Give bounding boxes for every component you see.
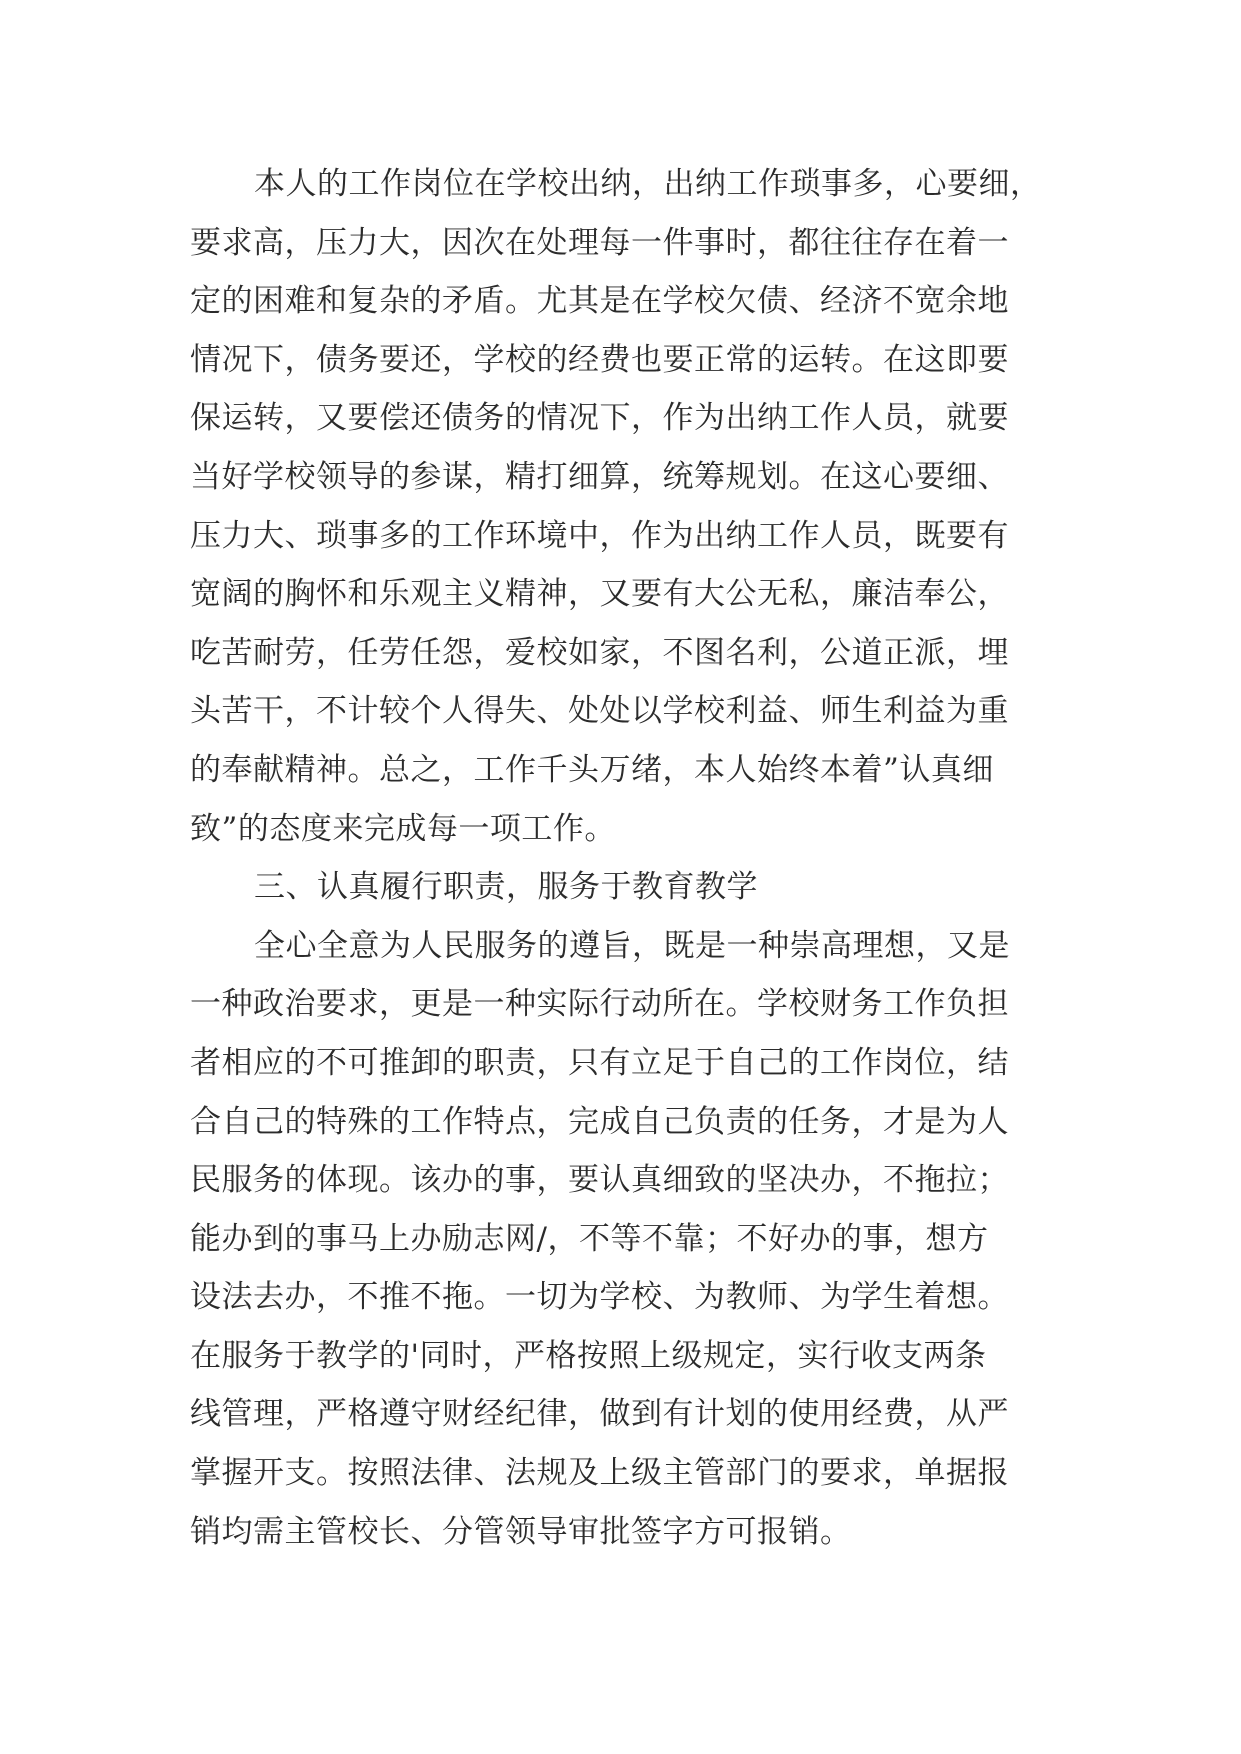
text-line: 在服务于教学的'同时，严格按照上级规定，实行收支两条 xyxy=(190,1337,987,1374)
text-line: 当好学校领导的参谋，精打细算，统筹规划。在这心要细、 xyxy=(190,458,1009,495)
text-line: 压力大、琐事多的工作环境中，作为出纳工作人员，既要有 xyxy=(190,517,1009,554)
text-line: 定的困难和复杂的矛盾。尤其是在学校欠债、经济不宽余地 xyxy=(190,283,1009,320)
text-line: 头苦干，不计较个人得失、处处以学校利益、师生利益为重 xyxy=(190,693,1009,730)
text-line: 民服务的体现。该办的事，要认真细致的坚决办，不拖拉； xyxy=(190,1162,1009,1199)
text-line: 的奉献精神。总之，工作千头万绪，本人始终本着”认真细 xyxy=(190,751,994,788)
text-line: 设法去办，不推不拖。一切为学校、为教师、为学生着想。 xyxy=(190,1279,1009,1316)
text-line: 本人的工作岗位在学校出纳，出纳工作琐事多，心要细， xyxy=(254,166,1042,202)
text-line: 宽阔的胸怀和乐观主义精神，又要有大公无私，廉洁奉公， xyxy=(190,576,1009,613)
text-line: 要求高，压力大，因次在处理每一件事时，都往往存在着一 xyxy=(190,224,1009,261)
text-line: 合自己的特殊的工作特点，完成自己负责的任务，才是为人 xyxy=(190,1103,1009,1140)
text-line: 致”的态度来完成每一项工作。 xyxy=(190,810,616,847)
text-line: 掌握开支。按照法律、法规及上级主管部门的要求，单据报 xyxy=(190,1455,1009,1492)
text-line: 能办到的事马上办励志网/，不等不靠；不好办的事，想方 xyxy=(190,1220,989,1257)
section-heading: 三、认真履行职责，服务于教育教学 xyxy=(254,869,758,906)
text-line: 保运转，又要偿还债务的情况下，作为出纳工作人员，就要 xyxy=(190,400,1009,437)
text-line: 销均需主管校长、分管领导审批签字方可报销。 xyxy=(190,1513,852,1550)
text-line: 吃苦耐劳，任劳任怨，爱校如家，不图名利，公道正派，埋 xyxy=(190,634,1009,671)
text-line: 全心全意为人民服务的遵旨，既是一种崇高理想，又是 xyxy=(254,927,1010,964)
document-body xyxy=(190,155,1070,1561)
text-line: 者相应的不可推卸的职责，只有立足于自己的工作岗位，结 xyxy=(190,1044,1009,1081)
text-line: 一种政治要求，更是一种实际行动所在。学校财务工作负担 xyxy=(190,986,1009,1023)
text-line: 线管理，严格遵守财经纪律，做到有计划的使用经费，从严 xyxy=(190,1396,1009,1433)
text-line: 情况下，债务要还，学校的经费也要正常的运转。在这即要 xyxy=(190,341,1009,378)
